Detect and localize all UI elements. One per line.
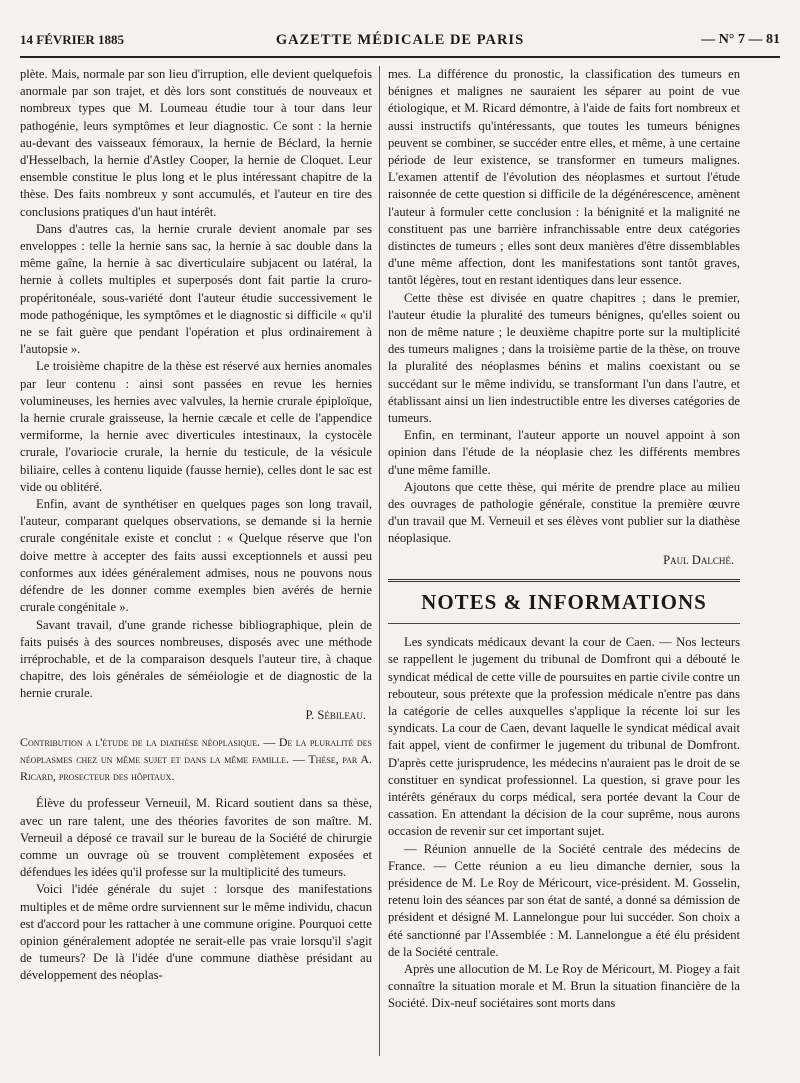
paragraph: — Réunion annuelle de la Société centrale des médecins de France. — Cette réunion a eu lieu dimanche dernier, sous la présidence de M. Le Roy de Méricourt, vice-président. M. Gosselin, retenu loin des séances par son état de santé, a donné sa démission de président et désigné M. Lannelongue pour lui succéder. Son choix a été sanctionné par l'Assemblée : M. Lannelongue a été élu président de la Société centrale. <box>388 841 740 959</box>
paragraph: Savant travail, d'une grande richesse bibliographique, plein de faits puisés à des sources nombreuses, disposés avec une méthode irréprochable, et de la comparaison desquels l'auteur tire, à chaque chapitre, des lois générales de séméiologie et de diagnostic de la hernie crurale. <box>20 617 372 701</box>
title-rule <box>388 623 740 624</box>
paragraph: Enfin, en terminant, l'auteur apporte un nouvel appoint à son opinion dans l'étude de la néoplasie chez les différents membres d'une même famille. <box>388 428 740 477</box>
paragraph: Enfin, avant de synthétiser en quelques pages son long travail, l'auteur, comparant quelques observations, se demande si la hernie crurale congénitale existe et conclut : « Quelque réserve que l'on doive mettre à accepter des faits aussi exceptionnels et aussi peu conformes aux idées généralement admises, nous ne pouvons nous défendre de les donner comme exemples bien avérés de hernie crurale congénitale ». <box>20 497 372 615</box>
paragraph: Élève du professeur Verneuil, M. Ricard soutient dans sa thèse, avec un rare talent, une des théories favorites de son maître. M. Verneuil a déposé ce travail sur le bureau de la Société de chirurgie comme un ouvrage où se trouvent complètement exposées et défendues les idées qu'il professe sur la multiplicité des tumeurs. <box>20 796 372 880</box>
left-column <box>20 66 372 1071</box>
journal-title: GAZETTE MÉDICALE DE PARIS <box>275 32 525 48</box>
page-number: — N° 7 — 81 <box>701 32 780 47</box>
column-divider <box>379 66 380 1056</box>
section-title: NOTES & INFORMATIONS <box>421 589 707 614</box>
paragraph: Voici l'idée générale du sujet : lorsque des manifestations multiples et de même ordre surviennent sur le même individu, chacun est d'accord pour les rattacher à une commune origine. Pourquoi cette opinion généralement adoptée ne serait-elle pas vraie lorsqu'il s'agit de tumeurs? De là l'idée d'une commune diathèse présidant au développement des néoplas- <box>20 882 372 983</box>
paragraph: Après une allocution de M. Le Roy de Méricourt, M. Piogey a fait connaître la situation morale et M. Brun la situation financière de la Société. Dix-neuf sociétaires sont morts dans <box>388 961 740 1011</box>
paragraph: Les syndicats médicaux devant la cour de Caen. — Nos lecteurs se rappellent le jugement du tribunal de Domfront qui a débouté le syndicat médical de cette ville de poursuites en partie civile contre un rebouteur, sous prétexte que la profession médicale n'entre pas dans la catégorie de celles auxquelles s'applique la récente loi sur les syndicats. La cour de Caen, devant laquelle le syndicat médical avait fait appel, vient de confirmer le jugement du tribunal de Domfront. D'après cette jurisprudence, les médecins n'auraient pas le droit de se constituer en syndicat professionnel. La question, si grave pour les intérêts généraux du corps médical, sera portée devant la Cour de cassation. En attendant la décision de la cour suprême, nous aurons occasion de revenir sur cet important sujet. <box>388 635 740 839</box>
right-column <box>388 66 740 1071</box>
section-rule <box>388 579 740 582</box>
paragraph: plète. Mais, normale par son lieu d'irruption, elle devient quelquefois anormale par son trajet, et dès lors sont constitués de nouveaux et nombreux types que M. Loumeau étudie tour à tour dans leur pathogénie, leurs symptômes et leur diagnostic. Ce sont : la hernie au-devant des vaisseaux fémoraux, la hernie de Béclard, la hernie d'Hesselbach, la hernie d'Astley Cooper, la hernie de Cloquet. Leur ensemble constitue le plus long et le plus intéressant chapitre de la thèse. Des faits nombreux y sont accumulés, et l'auteur en tire des conclusions pratiques d'un haut intérêt. <box>20 67 372 219</box>
paragraph: Dans d'autres cas, la hernie crurale devient anomale par ses enveloppes : telle la hernie sans sac, la hernie à sac double dans la même gaîne, la hernie à sac diverticulaire subjacent ou latéral, la hernie à collets multiples et superposés dont fait partie la cruro-propéritonéale, sous-variété dont l'auteur étudie successivement le mode pathogénique, les symptômes et le diagnostic si difficile « qu'il ne se fait guère que pendant l'opération et plus ordinairement à l'autopsie ». <box>20 221 372 357</box>
paragraph: mes. La différence du pronostic, la classification des tumeurs en bénignes et malignes ne sauraient les séparer au point de vue étiologique, et M. Ricard démontre, à l'aide de faits fort nombreux et aussi instructifs qu'intéressants, que toutes les tumeurs bénignes peuvent se combiner, se succéder entre elles, et même, à une certaine période de leur existence, se transformer en tumeurs malignes. L'examen attentif de l'évolution des néoplasmes et surtout l'étude raisonnée de cette question si difficile de la dégénérescence, amènent l'auteur à formuler cette conclusion : la bénignité et la malignité ne constituent pas une barrière infranchissable entre deux catégories distinctes de tumeurs ; elles sont deux manières d'être dissemblables d'une même affection, dont les manifestations sont tantôt graves, tantôt légères, tout en restant identiques dans leur essence. <box>388 67 740 288</box>
paragraph: Le troisième chapitre de la thèse est réservé aux hernies anomales par leur contenu : ainsi sont passées en revue les hernies volumineuses, les hernies avec valvules, la hernie crurale épiploïque, la hernie crurale graisseuse, la hernie cæcale et celle de l'appendice vermiforme, la hernie avec diverticules intestinaux, la cystocèle crurale, l'ovariocie crurale, la hernie du testicule, de la vésicule biliaire, celles à contenu liquide (fausse hernie), celles dont le sac est vide ou oblitéré. <box>20 359 372 494</box>
issue-date: 14 FÉVRIER 1885 <box>20 32 125 47</box>
paragraph: Ajoutons que cette thèse, qui mérite de prendre place au milieu des ouvrages de pathologie générale, constitue la première œuvre d'un travail que M. Verneuil et ses élèves vont publier sur la diathèse néoplasique. <box>388 479 740 546</box>
author-signature: Paul Dalché. <box>663 552 734 567</box>
paragraph: Cette thèse est divisée en quatre chapitres ; dans le premier, l'auteur étudie la pluralité des tumeurs bénignes, qu'elles soient ou non de même nature ; le deuxième chapitre porte sur la multiplicité des tumeurs malignes ; dans la troisième partie de la thèse, on trouve la pluralité des néoplasmes bénins et malins coexistant ou se succédant sur le même individu, se transformant l'un dans l'autre, et établissant ainsi un lien indestructible entre les diverses catégories de tumeurs. <box>388 290 740 426</box>
review-heading: Contribution a l'étude de la diathèse néoplasique. — De la pluralité des néoplasmes chez un même sujet et dans la même famille. — Thèse, par A. Ricard, prosecteur des hôpitaux. <box>20 734 372 784</box>
author-signature: P. Sébileau. <box>305 707 366 722</box>
page-header <box>20 30 780 58</box>
